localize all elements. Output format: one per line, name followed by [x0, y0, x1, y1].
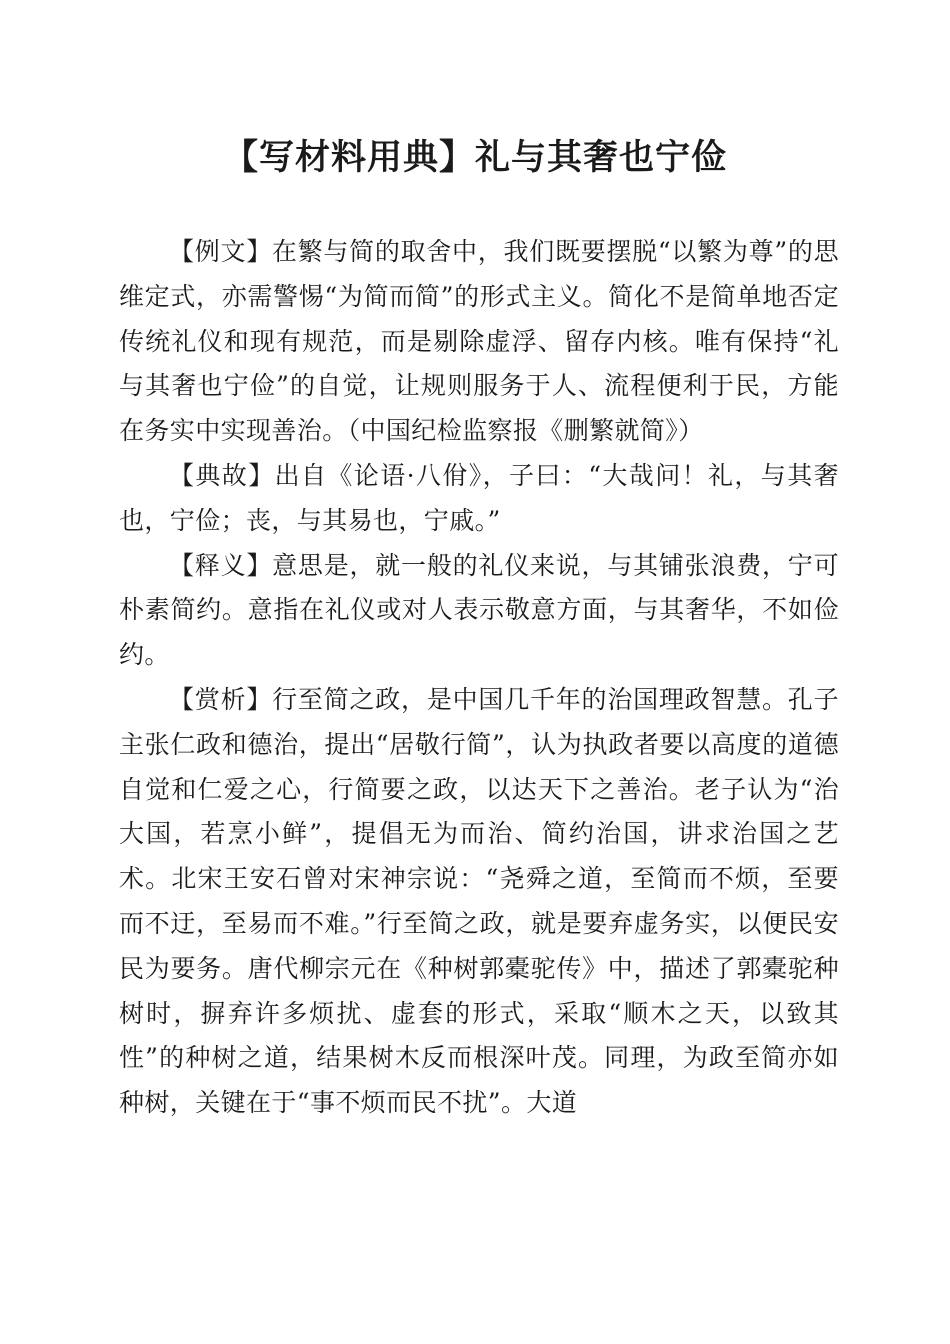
- page-title: 【写材料用典】礼与其奢也宁俭: [222, 137, 727, 178]
- paragraph-example: 【例文】在繁与简的取舍中，我们既要摆脱“以繁为尊”的思维定式，亦需警惕“为简而简”的形式主义。简化不是简单地否定传统礼仪和现有规范，而是剔除虚浮、留存内核。唯有保持“礼与其奢也宁俭”的自觉，让规则服务于人、流程便利于民，方能在务实中实现善治。（中国纪检监察报《删繁就简》）: [119, 237, 839, 446]
- document-body: [119, 230, 839, 1126]
- paragraph-appreciation: 【赏析】行至简之政，是中国几千年的治国理政智慧。孔子主张仁政和德治，提出“居敬行简”，认为执政者要以高度的道德自觉和仁爱之心，行简要之政，以达天下之善治。老子认为“治大国，若烹小鲜”，提倡无为而治、简约治国，讲求治国之艺术。北宋王安石曾对宋神宗说：“尧舜之道，至简而不烦，至要而不迂，至易而不难。”行至简之政，就是要弃虚务实，以便民安民为要务。唐代柳宗元在《种树郭橐驼传》中，描述了郭橐驼种树时，摒弃许多烦扰、虚套的形式，采取“顺木之天，以致其性”的种树之道，结果树木反而根深叶茂。同理，为政至简亦如种树，关键在于“事不烦而民不扰”。大道: [119, 684, 839, 1118]
- paragraph-allusion: 【典故】出自《论语·八佾》，子曰：“大哉问！礼，与其奢也，宁俭；丧，与其易也，宁戚。”: [119, 460, 839, 535]
- paragraph-meaning: 【释义】意思是，就一般的礼仪来说，与其铺张浪费，宁可朴素简约。意指在礼仪或对人表示敬意方面，与其奢华，不如俭约。: [119, 550, 839, 670]
